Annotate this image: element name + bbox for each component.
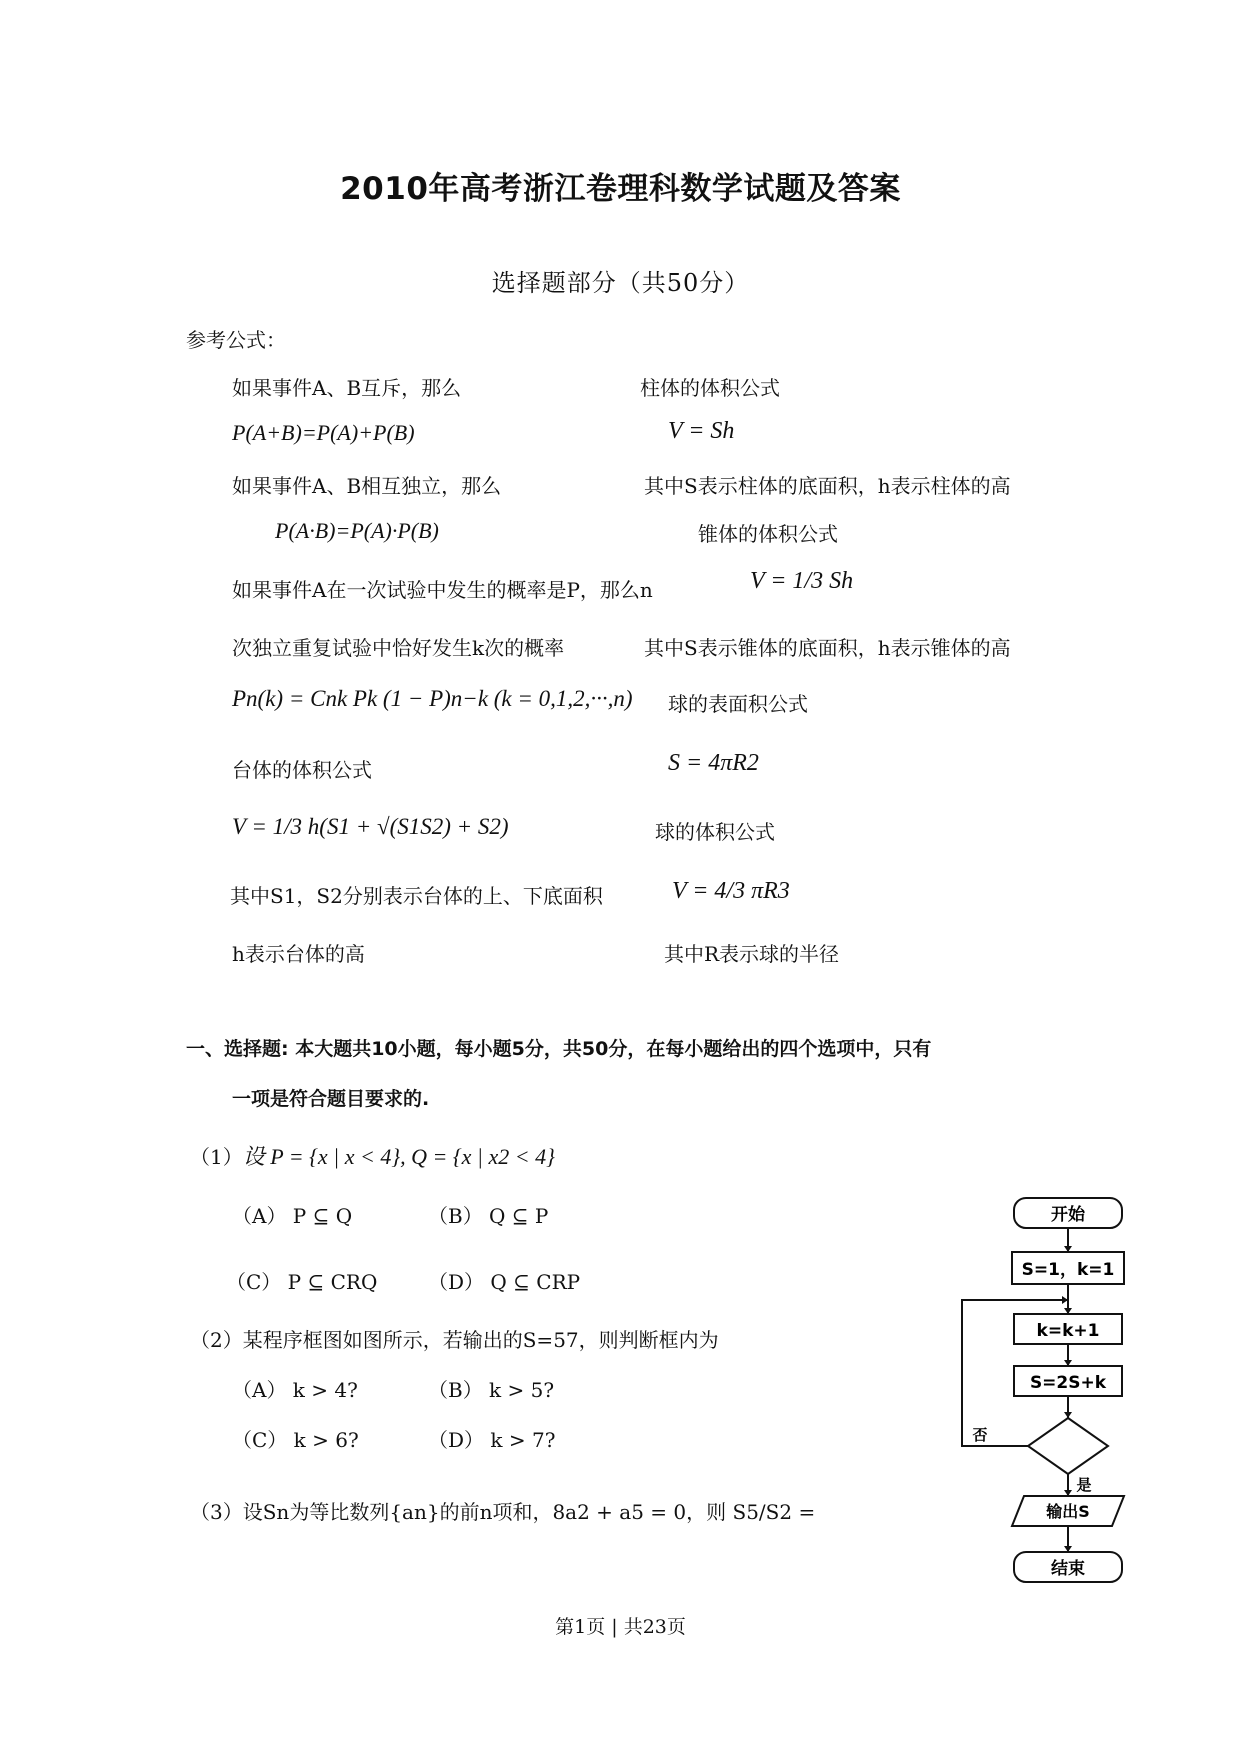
- question-3: [190, 1496, 815, 1525]
- flow-yes-label: 是: [1076, 1476, 1092, 1494]
- question-stem: 设Sn为等比数列{an}的前n项和，8a2 + a5 = 0，则 S5/S2 =: [242, 1500, 816, 1524]
- formula-right-5: V = 1/3 Sh: [750, 568, 854, 594]
- question-number: （2）: [190, 1328, 243, 1352]
- q2-option-d: （D） k > 7?: [428, 1428, 556, 1452]
- formula-right-10: V = 4/3 πR3: [672, 878, 790, 904]
- flow-decision-diamond: [1028, 1418, 1108, 1474]
- formula-left-10: 其中S1，S2分别表示台体的上、下底面积: [230, 884, 603, 908]
- flow-init-label: S=1，k=1: [1021, 1260, 1115, 1280]
- flow-step2-label: S=2S+k: [1029, 1373, 1107, 1393]
- part1-heading-line1: 一、选择题: 本大题共10小题，每小题5分，共50分，在每小题给出的四个选项中，只有: [186, 1038, 932, 1060]
- formula-right-4: 锥体的体积公式: [698, 522, 838, 546]
- program-flowchart: [950, 1190, 1130, 1600]
- formula-right-8: S = 4πR2: [668, 750, 759, 776]
- question-stem: 设 P = {x | x < 4}, Q = {x | x2 < 4}: [242, 1144, 555, 1169]
- question-2: [190, 1324, 719, 1353]
- q1-option-b: （B） Q ⊆ P: [428, 1204, 549, 1228]
- flow-end-label: 结束: [1051, 1559, 1085, 1579]
- question-number: （1）: [190, 1145, 243, 1169]
- formula-right-11: 其中R表示球的半径: [664, 942, 840, 966]
- formula-left-7: Pn(k) = Cnk Pk (1 − P)n−k (k = 0,1,2,···,n): [232, 686, 633, 711]
- flow-start-label: 开始: [1051, 1205, 1085, 1225]
- page-footer: 第1页 | 共23页: [555, 1616, 686, 1638]
- formula-right-2: V = Sh: [668, 418, 735, 444]
- flow-no-label: 否: [972, 1426, 988, 1444]
- q1-option-a: （A） P ⊆ Q: [232, 1204, 353, 1228]
- question-number: （3）: [190, 1500, 243, 1524]
- formula-left-11: h表示台体的高: [232, 942, 365, 966]
- question-stem: 某程序框图如图所示，若输出的S=57，则判断框内为: [242, 1328, 719, 1352]
- q2-option-a: （A） k > 4?: [232, 1378, 358, 1402]
- q1-option-c: （C） P ⊆ CRQ: [226, 1270, 378, 1294]
- q2-option-b: （B） k > 5?: [428, 1378, 555, 1402]
- formula-left-5: 如果事件A在一次试验中发生的概率是P，那么n: [232, 578, 653, 602]
- formula-left-1: 如果事件A、B互斥，那么: [232, 376, 462, 400]
- question-1: [190, 1140, 555, 1171]
- flow-step1-label: k=k+1: [1036, 1321, 1100, 1341]
- q1-option-d: （D） Q ⊆ CRP: [428, 1270, 581, 1294]
- formula-right-6: 其中S表示锥体的底面积，h表示锥体的高: [644, 636, 1011, 660]
- formula-right-7: 球的表面积公式: [668, 692, 808, 716]
- flow-output-label: 输出S: [1046, 1502, 1090, 1521]
- formula-right-9: 球的体积公式: [655, 820, 775, 844]
- formula-left-3: 如果事件A、B相互独立，那么: [232, 474, 502, 498]
- formula-left-4: P(A·B)=P(A)·P(B): [275, 518, 439, 543]
- part1-heading-line2: 一项是符合题目要求的.: [232, 1088, 430, 1110]
- page-title: 2010年高考浙江卷理科数学试题及答案: [340, 171, 901, 207]
- q2-option-c: （C） k > 6?: [232, 1428, 359, 1452]
- formulas-heading: 参考公式：: [186, 328, 286, 352]
- formula-left-8: 台体的体积公式: [232, 758, 372, 782]
- formula-left-2: P(A+B)=P(A)+P(B): [232, 420, 415, 445]
- formula-right-1: 柱体的体积公式: [640, 376, 780, 400]
- formula-right-3: 其中S表示柱体的底面积，h表示柱体的高: [644, 474, 1011, 498]
- section-heading: 选择题部分（共50分）: [491, 269, 750, 297]
- formula-left-9: V = 1/3 h(S1 + √(S1S2) + S2): [232, 814, 509, 839]
- formula-left-6: 次独立重复试验中恰好发生k次的概率: [232, 636, 565, 660]
